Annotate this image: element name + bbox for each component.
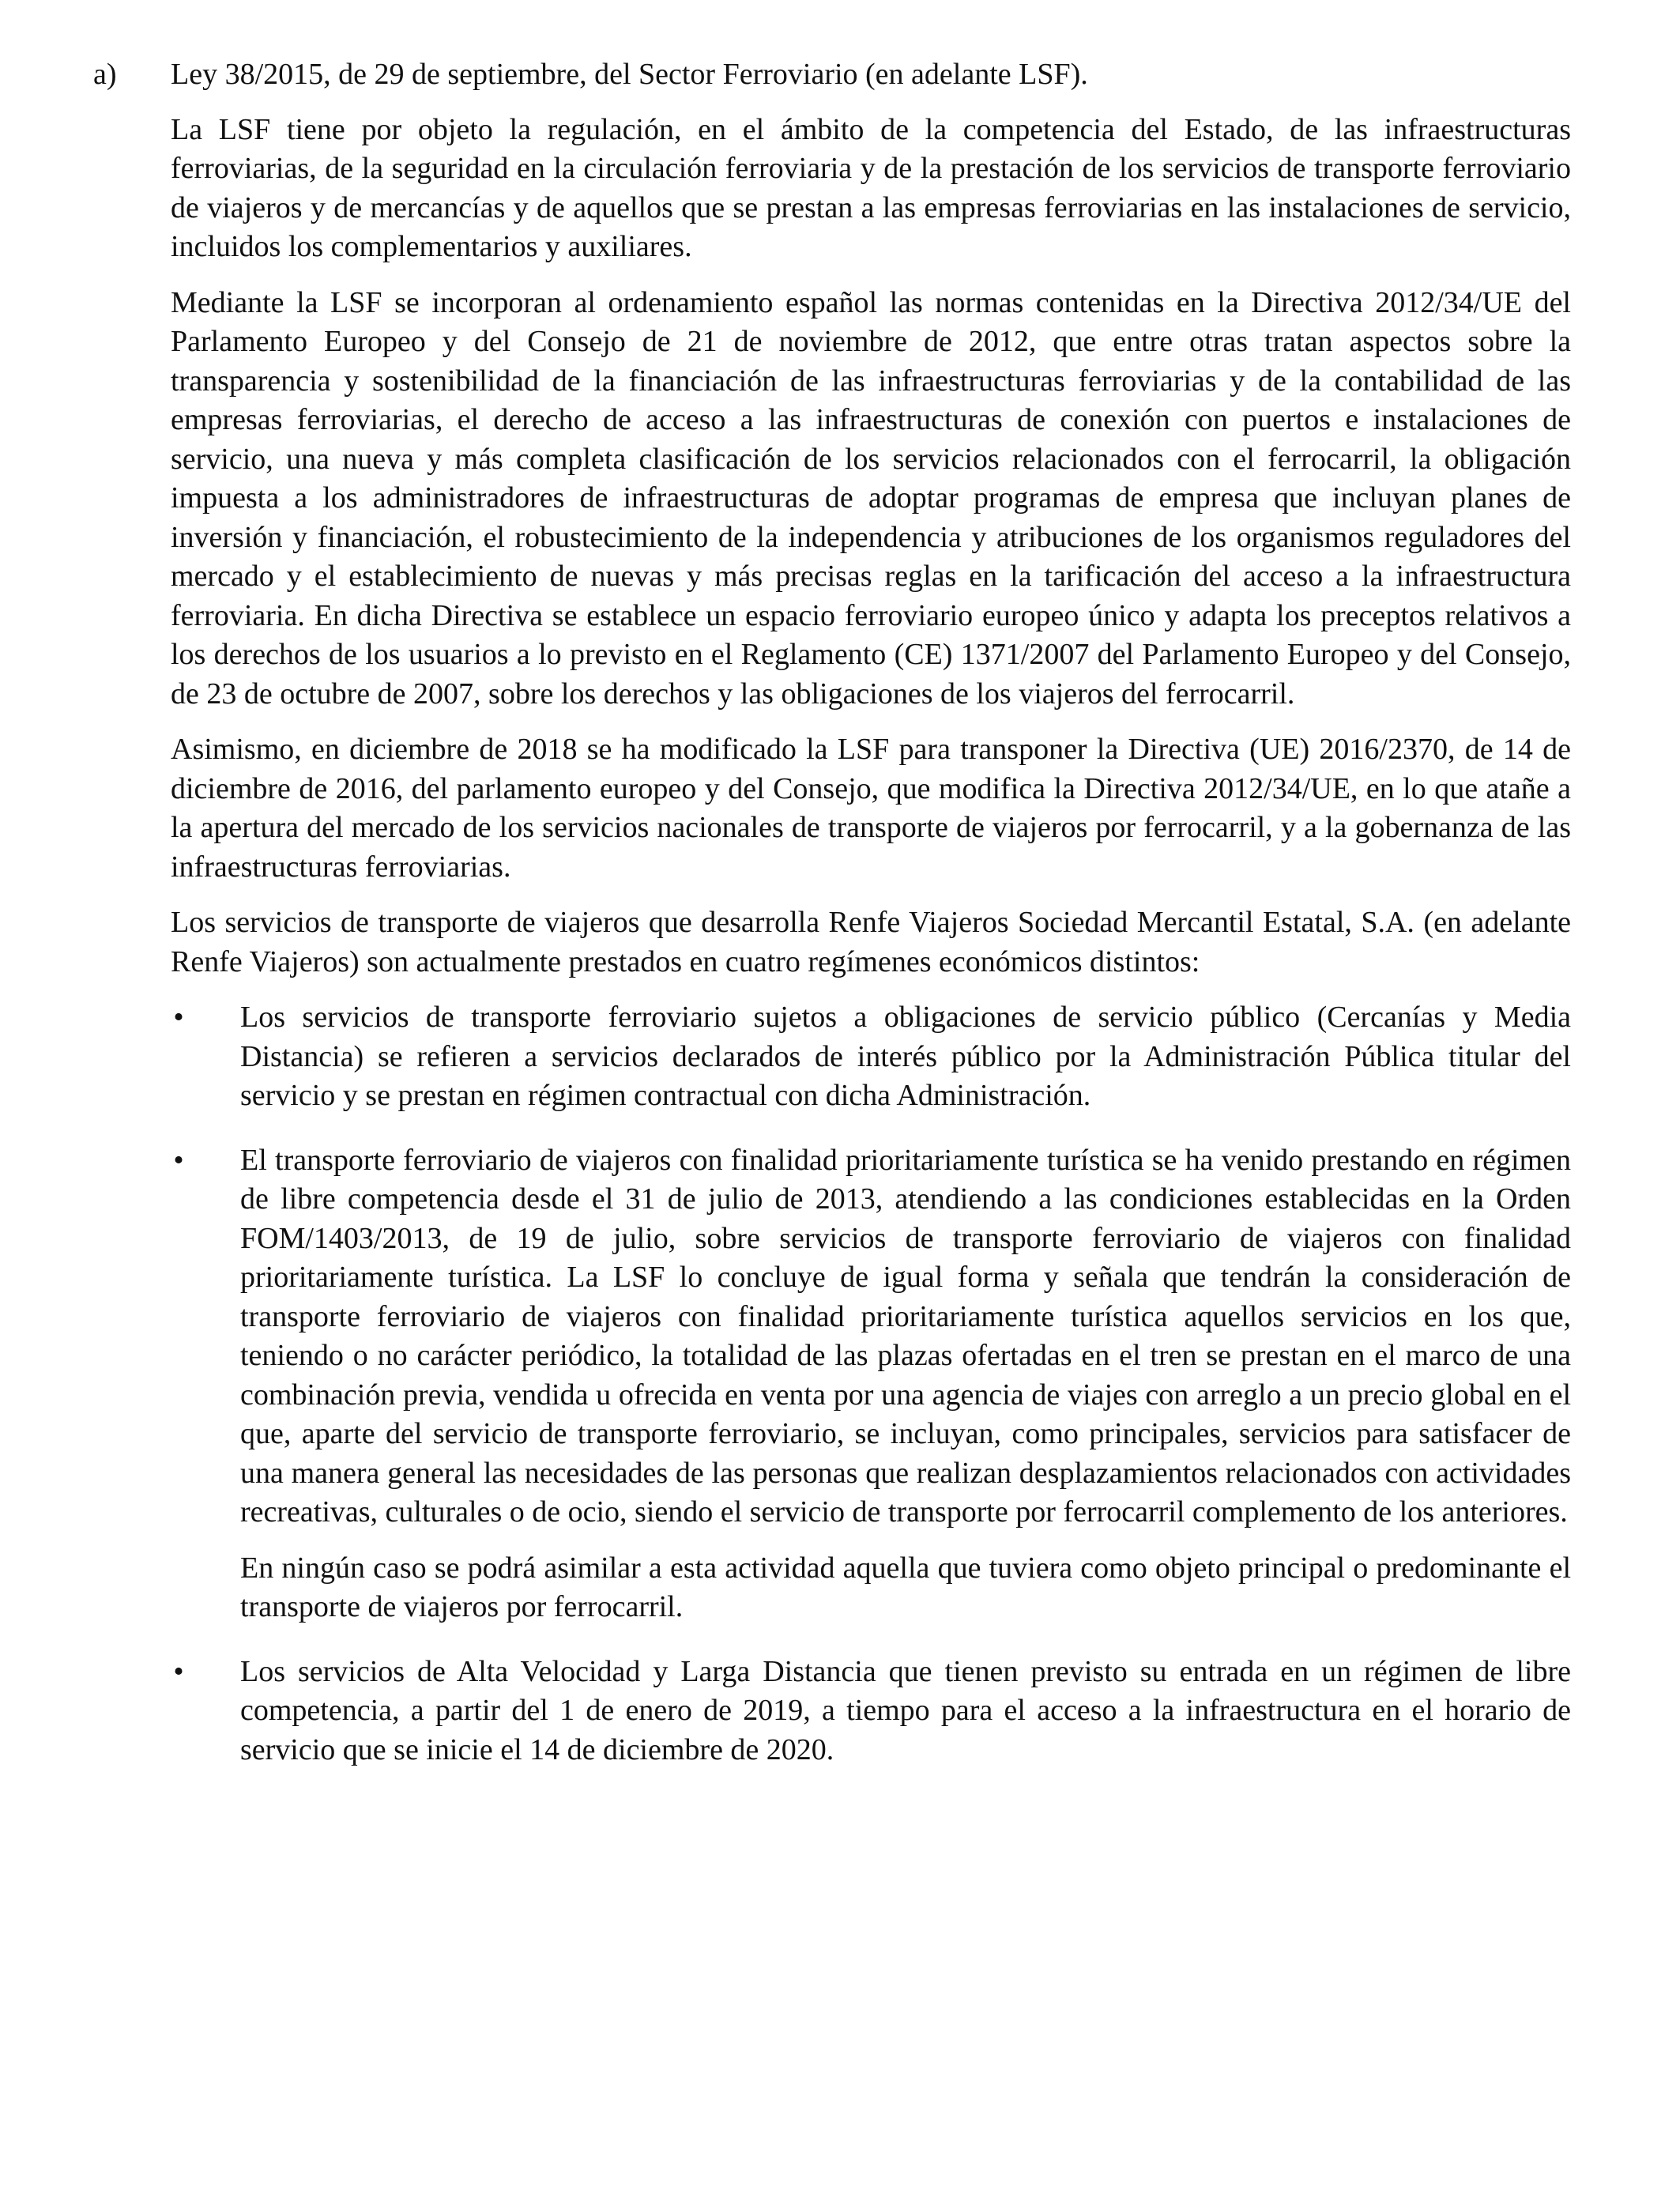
bullet-icon: • [173,1001,184,1034]
bullet-icon: • [173,1654,184,1688]
paragraph-directiva: Mediante la LSF se incorporan al ordenamiento español las normas contenidas en la Directiva 2012/34/UE del Parlamento Europeo y del Consejo de 21 de noviembre de 2012, que entre otras tratan aspectos sobre la transparencia y sostenibilidad de la financiación de las infraestructuras ferroviarias y de la contabilidad de las empresas ferroviarias, el derecho de acceso a las infraestructuras de conexión con puertos e instalaciones de servicio, una nueva y más completa clasificación de los servicios relacionados con el ferrocarril, la obligación impuesta a los administradores de infraestructuras de adoptar programas de empresa que incluyan planes de inversión y financiación, el robustecimiento de la independencia y atribuciones de los organismos reguladores del mercado y el establecimiento de nuevas y más precisas reglas en la tarificación del acceso a la infraestructura ferroviaria. En dicha Directiva se establece un espacio ferroviario europeo único y adapta los preceptos relativos a los derechos de los usuarios a lo previsto en el Reglamento (CE) 1371/2007 del Parlamento Europeo y del Consejo, de 23 de octubre de 2007, sobre los derechos y las obligaciones de los viajeros del ferrocarril. [171,285,1571,711]
bullet-extra-text: En ningún caso se podrá asimilar a esta actividad aquella que tuviera como objeto principal o predominante el transporte de viajeros por ferrocarril. [240,1551,1571,1623]
paragraph-modificacion: Asimismo, en diciembre de 2018 se ha modificado la LSF para transponer la Directiva (UE) 2016/2370, de 14 de diciembre de 2016, del parlamento europeo y del Consejo, que modifica la Directiva 2012/34/UE, en lo que atañe a la apertura del mercado de los servicios nacionales de transporte de viajeros por ferrocarril, y a la gobernanza de las infraestructuras ferroviarias. [171,733,1571,884]
list-marker: a) [93,58,117,91]
paragraph-objeto: La LSF tiene por objeto la regulación, en el ámbito de la competencia del Estado, de las infraestructuras ferroviarias, de la seguridad en la circulación ferroviaria y de la prestación de los servicios de transporte ferroviario de viajeros y de mercancías y de aquellos que se prestan a las empresas ferroviarias en las instalaciones de servicio, incluidos los complementarios y auxiliares. [171,112,1571,263]
section-heading [93,55,1571,95]
list-item [171,1141,1571,1627]
document-body [93,55,1571,1795]
bullet-list [171,998,1571,1770]
bullet-icon: • [173,1143,184,1177]
heading-text: Ley 38/2015, de 29 de septiembre, del Sector Ferroviario (en adelante LSF). [171,58,1088,91]
bullet-text: El transporte ferroviario de viajeros con finalidad prioritariamente turística se ha venido prestando en régimen de libre competencia desde el 31 de julio de 2013, atendiendo a las condiciones establecidas en la Orden FOM/1403/2013, de 19 de julio, sobre servicios de transporte ferroviario de viajeros con finalidad prioritariamente turística. La LSF lo concluye de igual forma y señala que tendrán la consideración de transporte ferroviario de viajeros con finalidad prioritariamente turística aquellos servicios en los que, teniendo o no carácter periódico, la totalidad de las plazas ofertadas en el tren se prestan en el marco de una combinación previa, vendida u ofrecida en venta por una agencia de viajes con arreglo a un precio global en el que, aparte del servicio de transporte ferroviario, se incluyan, como principales, servicios para satisfacer de una manera general las necesidades de las personas que realizan desplazamientos relacionados con actividades recreativas, culturales o de ocio, siendo el servicio de transporte por ferrocarril complemento de los anteriores. [240,1143,1571,1529]
list-item [171,998,1571,1116]
paragraph-regimenes: Los servicios de transporte de viajeros que desarrolla Renfe Viajeros Sociedad Mercantil Estatal, S.A. (en adelante Renfe Viajeros) son actualmente prestados en cuatro regímenes económicos distintos: [171,906,1571,978]
list-item [171,1653,1571,1770]
bullet-text: Los servicios de transporte ferroviario sujetos a obligaciones de servicio público (Cercanías y Media Distancia) se refieren a servicios declarados de interés público por la Administración Pública titular del servicio y se prestan en régimen contractual con dicha Administración. [240,1001,1571,1112]
bullet-text: Los servicios de Alta Velocidad y Larga Distancia que tienen previsto su entrada en un régimen de libre competencia, a partir del 1 de enero de 2019, a tiempo para el acceso a la infraestructura en el horario de servicio que se inicie el 14 de diciembre de 2020. [240,1654,1571,1766]
